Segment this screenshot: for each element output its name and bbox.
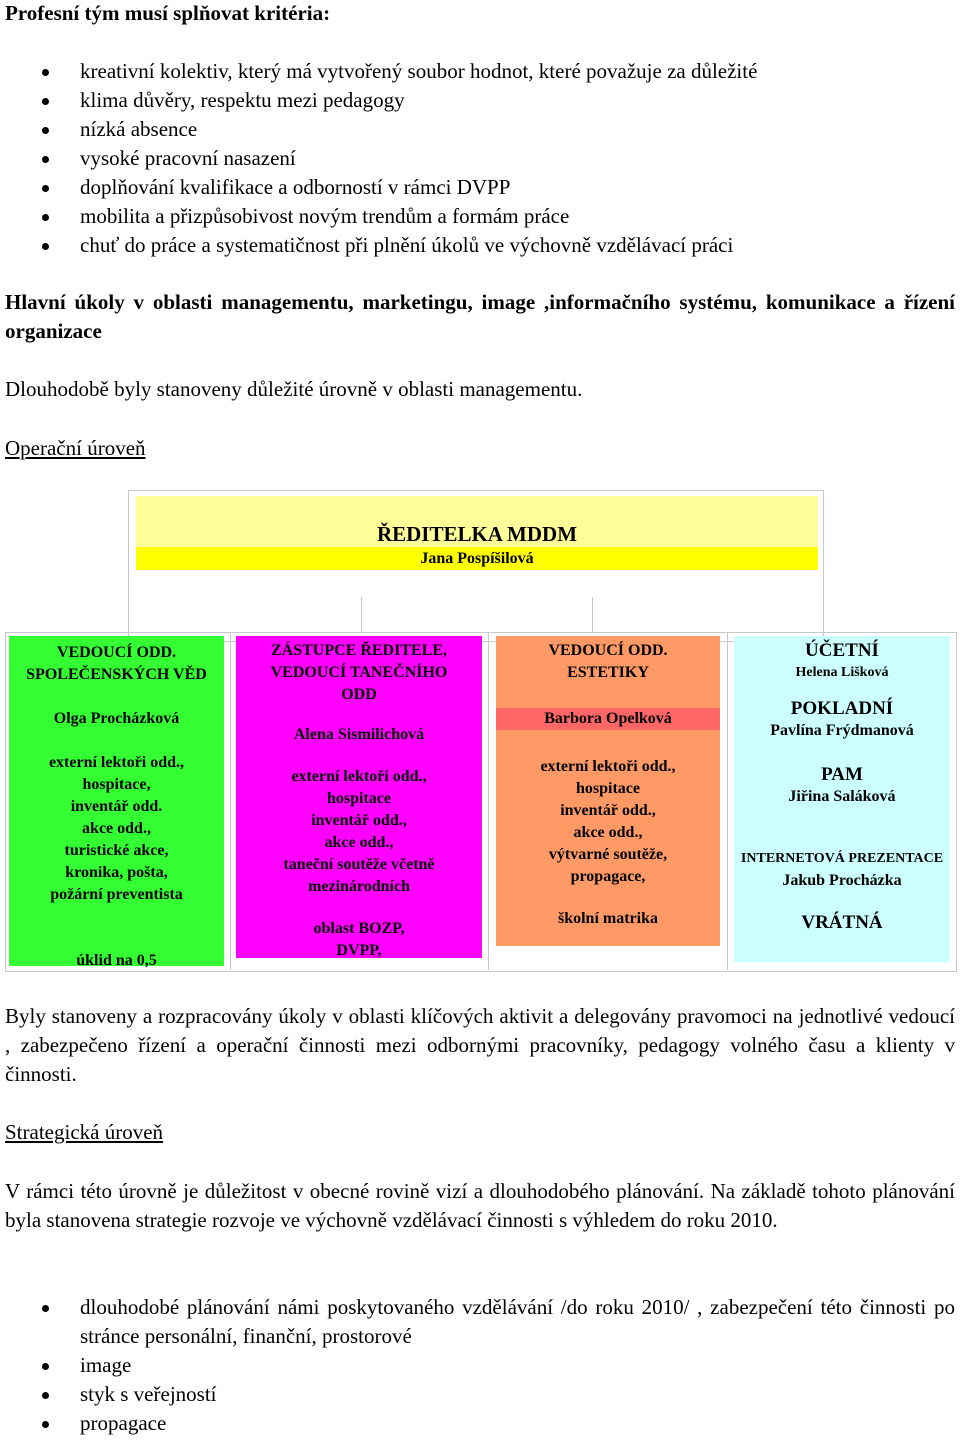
tasks-intro: Dlouhodobě byly stanoveny důležité úrovně v oblasti managementu. xyxy=(5,377,583,401)
duty-footer: školní matrika xyxy=(557,910,658,927)
role-name: Jakub Procházka xyxy=(782,872,902,889)
duty-footer: úklid na 0,5 xyxy=(76,952,157,969)
dept-title: ZÁSTUPCE ŘEDITELE, xyxy=(270,642,448,659)
duty-line: hospitace xyxy=(576,780,640,797)
duty-footer: DVPP, xyxy=(336,942,382,959)
director-name: Jana Pospíšilová xyxy=(136,547,818,570)
duty-line: výtvarné soutěže, xyxy=(548,846,668,863)
duty-line: turistické akce, xyxy=(64,842,169,859)
dept-head-name: Olga Procházková xyxy=(53,710,180,727)
duty-line: externí lektoři odd., xyxy=(540,758,676,775)
dept-title: SPOLEČENSKÝCH VĚD xyxy=(26,666,207,683)
role-name: Jiřina Saláková xyxy=(788,788,896,805)
duty-line: hospitace xyxy=(327,790,391,807)
duty-line: externí lektoři odd., xyxy=(291,768,427,785)
dept-head-name: Alena Sismilichová xyxy=(293,726,425,743)
duty-line: inventář odd. xyxy=(70,798,163,815)
duty-line: taneční soutěže včetně xyxy=(283,856,435,873)
duty-line: akce odd., xyxy=(82,820,151,837)
list-item: mobilita a přizpůsobivost novým trendům a formám práce xyxy=(0,202,757,231)
list-item: klima důvěry, respektu mezi pedagogy xyxy=(0,86,757,115)
dept-head-name: Barbora Opelková xyxy=(496,708,720,730)
connector-line xyxy=(592,597,593,633)
duty-line: hospitace, xyxy=(82,776,151,793)
role-title: PAM xyxy=(821,764,863,785)
role-title: VRÁTNÁ xyxy=(801,912,883,933)
duty-line: akce odd., xyxy=(573,824,643,841)
dept-title: ODD xyxy=(341,686,377,703)
dept-title: ESTETIKY xyxy=(567,664,649,681)
strategic-level-label: Strategická úroveň xyxy=(5,1120,164,1144)
duty-line: externí lektoři odd., xyxy=(48,754,185,771)
criteria-heading: Profesní tým musí splňovat kritéria: xyxy=(5,1,331,25)
director-title: ŘEDITELKA MDDM xyxy=(376,522,578,546)
list-item: nízká absence xyxy=(0,115,757,144)
dept-title: VEDOUCÍ ODD. xyxy=(56,644,177,661)
dept-title: VEDOUCÍ ODD. xyxy=(548,642,668,659)
duty-line: inventář odd., xyxy=(311,812,407,829)
list-item: vysoké pracovní nasazení xyxy=(0,144,757,173)
role-title: ÚČETNÍ xyxy=(805,640,879,661)
role-name: Pavlína Frýdmanová xyxy=(770,722,914,739)
duty-line: kronika, pošta, xyxy=(65,864,168,881)
duty-line: inventář odd., xyxy=(560,802,656,819)
duty-line: akce odd., xyxy=(324,834,394,851)
role-title: INTERNETOVÁ PREZENTACE xyxy=(740,851,944,866)
list-item: kreativní kolektiv, který má vytvořený soubor hodnot, které považuje za důležité xyxy=(0,57,757,86)
list-item: doplňování kvalifikace a odborností v rámci DVPP xyxy=(0,173,757,202)
duty-line: požární preventista xyxy=(50,886,183,903)
strategic-list xyxy=(0,1293,955,1438)
list-item: styk s veřejností xyxy=(0,1380,955,1409)
strategic-paragraph: V rámci této úrovně je důležitost v obecné rovině vizí a dlouhodobého plánování. Na základě tohoto plánování byla stanovena strategie rozvoje ve výchovně vzdělávací činnosti s výhledem do roku 2010. xyxy=(5,1179,955,1232)
department-dance xyxy=(236,636,482,958)
department-administration xyxy=(734,636,950,962)
tasks-heading: Hlavní úkoly v oblasti managementu, marketingu, image ,informačního systému, komunikace a řízení organizace xyxy=(5,290,955,343)
department-social-sciences xyxy=(9,636,224,969)
list-item: propagace xyxy=(0,1409,955,1438)
operational-level-label: Operační úroveň xyxy=(5,436,146,460)
list-item: chuť do práce a systematičnost při plnění úkolů ve výchovně vzdělávací práci xyxy=(0,231,757,260)
list-item: dlouhodobé plánování námi poskytovaného vzdělávání /do roku 2010/ , zabezpečení této činnosti po stránce personální, finanční, prostorové xyxy=(0,1293,955,1351)
criteria-list xyxy=(0,57,757,260)
list-item: image xyxy=(0,1351,955,1380)
connector-line xyxy=(361,597,362,633)
role-title: POKLADNÍ xyxy=(790,698,894,719)
duty-footer: oblast BOZP, xyxy=(313,920,405,937)
duty-line: mezinárodních xyxy=(308,878,410,895)
summary-paragraph: Byly stanoveny a rozpracovány úkoly v oblasti klíčových aktivit a delegovány pravomoci na jednotlivé vedoucí , zabezpečeno řízení a operační činnosti mezi odbornými pracovníky, pedagogy volného času a klienty v činnosti. xyxy=(5,1004,955,1086)
dept-title: VEDOUCÍ TANEČNÍHO xyxy=(270,664,448,681)
department-aesthetics xyxy=(496,636,720,946)
role-name: Helena Lišková xyxy=(795,665,889,680)
duty-line: propagace, xyxy=(570,868,646,885)
